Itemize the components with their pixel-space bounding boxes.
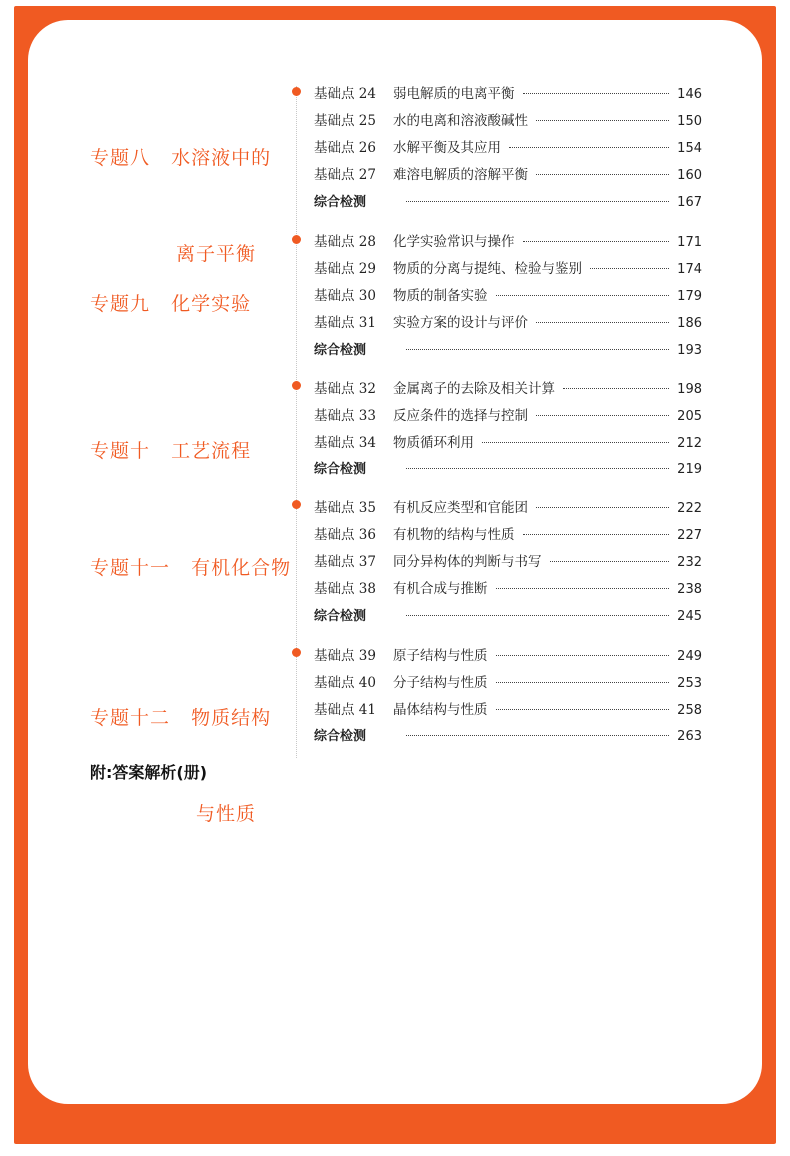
entry-title: 化学实验常识与操作	[393, 234, 515, 250]
dot-leader	[590, 268, 669, 269]
chapter-title-10	[90, 371, 251, 499]
dot-leader	[496, 295, 670, 296]
entry-code: 综合检测	[314, 729, 367, 744]
toc-entry-review[interactable]	[314, 605, 702, 625]
entry-code: 基础点 38	[314, 581, 376, 597]
dot-leader	[536, 507, 669, 508]
toc-entry[interactable]	[314, 698, 702, 718]
entry-page: 258	[677, 703, 702, 718]
entry-code: 基础点 37	[314, 554, 376, 570]
dot-leader	[509, 147, 669, 148]
dot-leader	[406, 735, 669, 736]
dot-leader	[496, 709, 670, 710]
entry-code: 基础点 32	[314, 381, 376, 397]
dot-leader	[496, 588, 670, 589]
toc-entry[interactable]	[314, 377, 702, 397]
entry-title: 实验方案的设计与评价	[393, 315, 528, 331]
dot-leader	[536, 174, 669, 175]
entry-title: 晶体结构与性质	[393, 702, 488, 718]
toc-entry[interactable]	[314, 496, 702, 516]
toc-entry-review[interactable]	[314, 191, 702, 211]
dot-leader	[406, 349, 669, 350]
dot-leader	[406, 615, 669, 616]
entry-page: 253	[677, 676, 702, 691]
toc-entry[interactable]	[314, 644, 702, 664]
entry-page: 232	[677, 555, 702, 570]
entry-page: 222	[677, 501, 702, 516]
entry-code: 基础点 34	[314, 435, 376, 451]
entry-title: 物质的分离与提纯、检验与鉴别	[393, 261, 582, 277]
toc-entry[interactable]	[314, 136, 702, 156]
dot-leader	[563, 388, 669, 389]
chapter-bullet-icon	[292, 87, 301, 96]
entry-page: 179	[677, 289, 702, 304]
dot-leader	[550, 561, 670, 562]
toc-entry[interactable]	[314, 163, 702, 183]
entry-title: 原子结构与性质	[393, 648, 488, 664]
entry-page: 174	[677, 262, 702, 277]
toc-entry[interactable]	[314, 257, 702, 277]
toc-entry[interactable]	[314, 230, 702, 250]
dot-leader	[523, 241, 670, 242]
chapter-title-11	[90, 488, 291, 616]
chapter-divider-line	[296, 86, 297, 758]
entry-code: 基础点 31	[314, 315, 376, 331]
toc-entry[interactable]	[314, 577, 702, 597]
toc-entry[interactable]	[314, 109, 702, 129]
dot-leader	[523, 93, 670, 94]
entry-code: 综合检测	[314, 609, 367, 624]
entry-page: 212	[677, 436, 702, 451]
entry-code: 基础点 33	[314, 408, 376, 424]
chapter-title-line: 专题十 工艺流程	[90, 440, 252, 462]
entry-code: 基础点 27	[314, 167, 376, 183]
entry-title: 物质的制备实验	[393, 288, 488, 304]
entry-page: 154	[677, 141, 702, 156]
dot-leader	[536, 120, 669, 121]
entry-page: 160	[677, 168, 702, 183]
chapter-bullet-icon	[292, 648, 301, 657]
dot-leader	[536, 322, 669, 323]
entry-page: 193	[677, 343, 702, 358]
chapter-title-line: 离子平衡	[176, 243, 257, 265]
entry-page: 245	[677, 609, 702, 624]
chapter-bullet-icon	[292, 381, 301, 390]
dot-leader	[406, 201, 669, 202]
entry-code: 基础点 36	[314, 527, 376, 543]
entry-page: 249	[677, 649, 702, 664]
entry-code: 基础点 24	[314, 86, 376, 102]
entry-code: 基础点 29	[314, 261, 376, 277]
entry-title: 有机物的结构与性质	[393, 527, 515, 543]
entry-title: 水解平衡及其应用	[393, 140, 501, 156]
toc-entry[interactable]	[314, 523, 702, 543]
chapter-title-9	[90, 224, 251, 352]
entry-title: 弱电解质的电离平衡	[393, 86, 515, 102]
chapter-title-line: 专题八 水溶液中的	[90, 147, 272, 169]
toc-entry[interactable]	[314, 284, 702, 304]
entry-page: 146	[677, 87, 702, 102]
entry-code: 基础点 25	[314, 113, 376, 129]
dot-leader	[482, 442, 669, 443]
toc-entry[interactable]	[314, 404, 702, 424]
entry-title: 金属离子的去除及相关计算	[393, 381, 555, 397]
chapter-title-line: 与性质	[196, 803, 257, 825]
entry-title: 反应条件的选择与控制	[393, 408, 528, 424]
entry-code: 基础点 28	[314, 234, 376, 250]
appendix-label[interactable]: 附:答案解析(册)	[90, 763, 208, 782]
toc-entry[interactable]	[314, 550, 702, 570]
entry-page: 167	[677, 195, 702, 210]
dot-leader	[496, 682, 670, 683]
entry-code: 基础点 26	[314, 140, 376, 156]
chapter-title-12	[90, 638, 271, 862]
chapter-bullet-icon	[292, 235, 301, 244]
entry-page: 171	[677, 235, 702, 250]
chapter-bullet-icon	[292, 500, 301, 509]
toc-entry[interactable]	[314, 671, 702, 691]
toc-entry[interactable]	[314, 82, 702, 102]
dot-leader	[406, 468, 669, 469]
entry-page: 186	[677, 316, 702, 331]
chapter-title-line: 专题十一 有机化合物	[90, 557, 292, 579]
dot-leader	[496, 655, 670, 656]
entry-code: 基础点 39	[314, 648, 376, 664]
entry-page: 205	[677, 409, 702, 424]
entry-code: 基础点 40	[314, 675, 376, 691]
entry-page: 238	[677, 582, 702, 597]
entry-page: 219	[677, 462, 702, 477]
toc-entry-review[interactable]	[314, 725, 702, 745]
entry-code: 综合检测	[314, 462, 367, 477]
entry-code: 综合检测	[314, 195, 367, 210]
entry-page: 150	[677, 114, 702, 129]
entry-title: 同分异构体的判断与书写	[393, 554, 542, 570]
toc-entry[interactable]	[314, 431, 702, 451]
entry-page: 263	[677, 729, 702, 744]
entry-code: 基础点 41	[314, 702, 376, 718]
chapter-title-line: 专题十二 物质结构	[90, 707, 272, 729]
entry-page: 227	[677, 528, 702, 543]
toc-entry-review[interactable]	[314, 339, 702, 359]
toc-entry-review[interactable]	[314, 458, 702, 478]
dot-leader	[536, 415, 669, 416]
entry-code: 基础点 30	[314, 288, 376, 304]
chapter-title-line: 专题九 化学实验	[90, 293, 252, 315]
entry-title: 难溶电解质的溶解平衡	[393, 167, 528, 183]
entry-title: 分子结构与性质	[393, 675, 488, 691]
entry-code: 基础点 35	[314, 500, 376, 516]
toc-entry[interactable]	[314, 311, 702, 331]
entry-title: 有机反应类型和官能团	[393, 500, 528, 516]
entry-page: 198	[677, 382, 702, 397]
entry-code: 综合检测	[314, 343, 367, 358]
dot-leader	[523, 534, 670, 535]
entry-title: 物质循环利用	[393, 435, 474, 451]
entry-title: 有机合成与推断	[393, 581, 488, 597]
entry-title: 水的电离和溶液酸碱性	[393, 113, 528, 129]
